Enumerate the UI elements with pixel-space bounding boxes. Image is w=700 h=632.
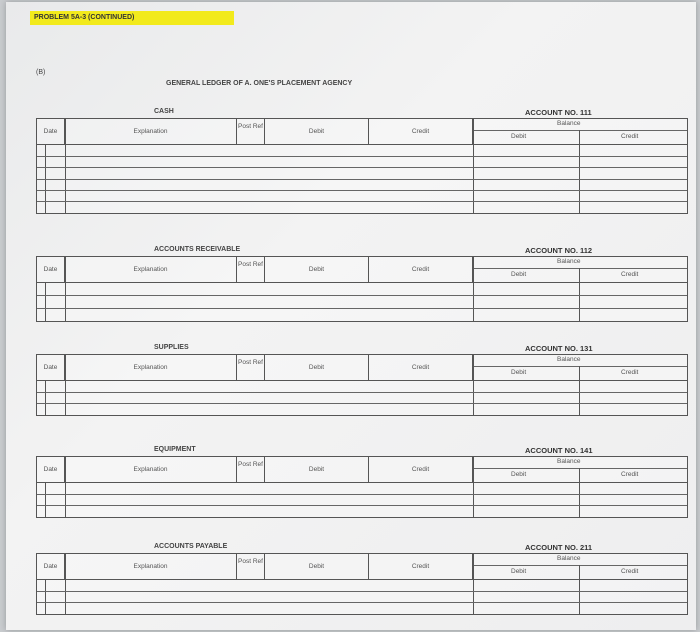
column-header-date: Date xyxy=(37,457,65,483)
part-label: (B) xyxy=(36,69,46,76)
column-divider xyxy=(45,381,46,415)
column-header-post-ref: Post Ref xyxy=(237,554,265,580)
column-header-date: Date xyxy=(37,257,65,283)
column-header-explanation: Explanation xyxy=(65,457,237,483)
balance-header: Balance xyxy=(557,356,581,363)
account-number: ACCOUNT NO. 211 xyxy=(525,543,593,552)
column-divider xyxy=(65,355,66,415)
column-header-debit: Debit xyxy=(265,457,369,483)
balance-header: Balance xyxy=(557,458,581,465)
balance-divider xyxy=(473,366,687,367)
column-header-explanation: Explanation xyxy=(65,355,237,381)
table-row xyxy=(37,295,687,296)
account-name: ACCOUNTS RECEIVABLE xyxy=(154,246,241,253)
table-row xyxy=(37,190,687,191)
table-row xyxy=(37,308,687,309)
column-header-balance-credit: Credit xyxy=(621,271,639,278)
column-header-post-ref: Post Ref xyxy=(237,257,265,283)
account-name: CASH xyxy=(154,108,174,115)
column-header-credit: Credit xyxy=(369,119,473,145)
column-divider xyxy=(473,554,474,614)
column-header-date: Date xyxy=(37,119,65,145)
account-name: ACCOUNTS PAYABLE xyxy=(154,543,228,550)
ledger-table xyxy=(36,256,688,322)
column-header-balance-debit: Debit xyxy=(511,568,527,575)
ledger-table xyxy=(36,354,688,416)
column-header-explanation: Explanation xyxy=(65,257,237,283)
column-header-date: Date xyxy=(37,355,65,381)
ledger-table xyxy=(36,118,688,214)
account-number: ACCOUNT NO. 112 xyxy=(525,246,593,255)
column-divider xyxy=(45,580,46,614)
balance-header: Balance xyxy=(557,120,581,127)
table-row xyxy=(37,392,687,393)
column-header-balance-credit: Credit xyxy=(621,369,639,376)
balance-header: Balance xyxy=(557,258,581,265)
account-name: EQUIPMENT xyxy=(154,446,196,453)
table-row xyxy=(37,505,687,506)
ledger-title: GENERAL LEDGER OF A. ONE'S PLACEMENT AGENCY xyxy=(166,80,353,87)
table-row xyxy=(37,494,687,495)
column-header-balance-credit: Credit xyxy=(621,133,639,140)
column-header-debit: Debit xyxy=(265,554,369,580)
account-number: ACCOUNT NO. 111 xyxy=(525,108,592,117)
table-row xyxy=(37,591,687,592)
column-header-credit: Credit xyxy=(369,355,473,381)
balance-divider xyxy=(473,268,687,269)
column-divider xyxy=(45,283,46,321)
table-row xyxy=(37,179,687,180)
column-header-debit: Debit xyxy=(265,355,369,381)
column-header-balance-credit: Credit xyxy=(621,568,639,575)
problem-label: PROBLEM 5A-3 (CONTINUED) xyxy=(30,11,234,25)
column-divider xyxy=(579,366,580,415)
table-row xyxy=(37,201,687,202)
column-header-post-ref: Post Ref xyxy=(237,457,265,483)
ledger-table xyxy=(36,553,688,615)
table-row xyxy=(37,602,687,603)
column-divider xyxy=(65,257,66,321)
account-name: SUPPLIES xyxy=(154,344,189,351)
column-divider xyxy=(473,119,474,213)
column-header-credit: Credit xyxy=(369,257,473,283)
column-header-balance-debit: Debit xyxy=(511,271,527,278)
balance-divider xyxy=(473,565,687,566)
column-divider xyxy=(65,554,66,614)
column-header-balance-credit: Credit xyxy=(621,471,639,478)
balance-divider xyxy=(473,468,687,469)
column-header-credit: Credit xyxy=(369,554,473,580)
column-header-date: Date xyxy=(37,554,65,580)
column-divider xyxy=(65,457,66,517)
column-header-credit: Credit xyxy=(369,457,473,483)
column-header-balance-debit: Debit xyxy=(511,369,527,376)
table-row xyxy=(37,403,687,404)
column-header-explanation: Explanation xyxy=(65,119,237,145)
column-divider xyxy=(579,468,580,517)
account-number: ACCOUNT NO. 141 xyxy=(525,446,593,455)
column-header-balance-debit: Debit xyxy=(511,471,527,478)
column-divider xyxy=(473,355,474,415)
table-row xyxy=(37,167,687,168)
balance-divider xyxy=(473,130,687,131)
column-header-post-ref: Post Ref xyxy=(237,119,265,145)
column-divider xyxy=(473,257,474,321)
column-header-explanation: Explanation xyxy=(65,554,237,580)
column-divider xyxy=(65,119,66,213)
column-header-debit: Debit xyxy=(265,119,369,145)
column-divider xyxy=(45,483,46,517)
ledger-table xyxy=(36,456,688,518)
account-number: ACCOUNT NO. 131 xyxy=(525,344,593,353)
column-divider xyxy=(473,457,474,517)
worksheet-page xyxy=(6,2,696,630)
balance-header: Balance xyxy=(557,555,581,562)
table-row xyxy=(37,156,687,157)
column-header-post-ref: Post Ref xyxy=(237,355,265,381)
column-header-balance-debit: Debit xyxy=(511,133,527,140)
column-header-debit: Debit xyxy=(265,257,369,283)
column-divider xyxy=(579,565,580,614)
